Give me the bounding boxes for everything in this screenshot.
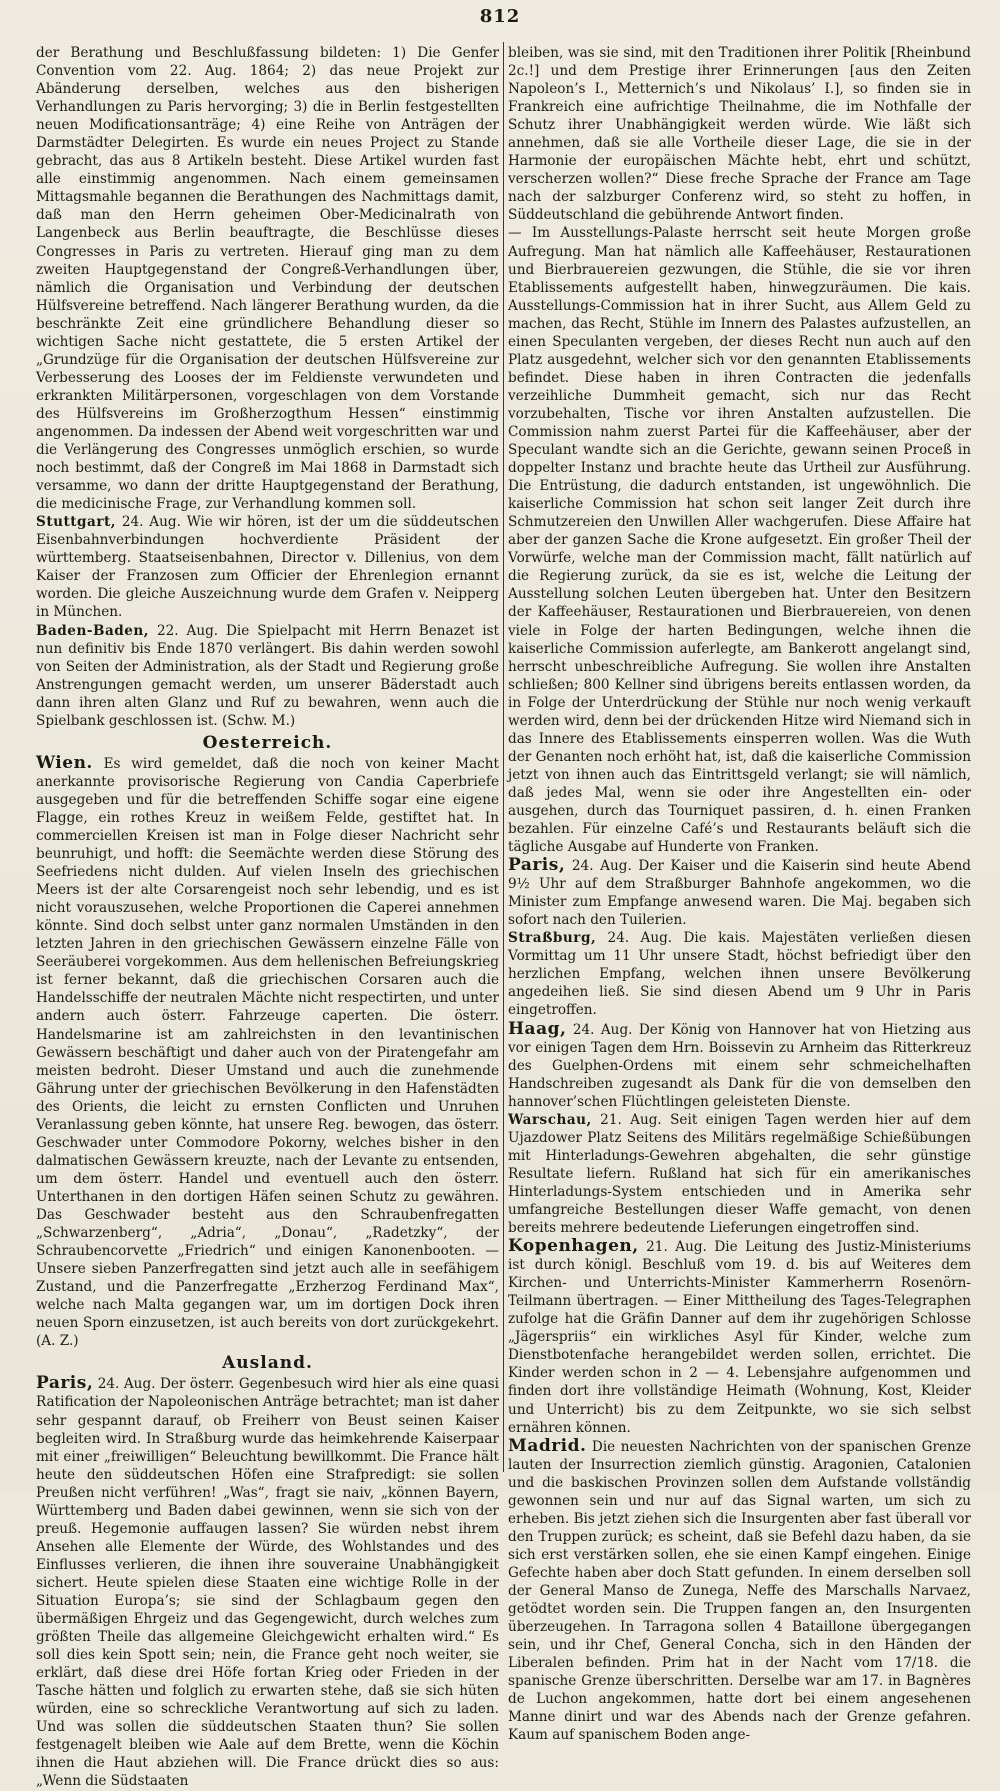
news-item: [508, 1237, 971, 1437]
article-text: 24. Aug. Der österr. Gegenbesuch wird hier als eine quasi Ratification der Napoleonischen Anträge betrachtet; man ist daher sehr gespannt darauf, ob Freiherr von Beust seinen Kaiser begleiten wird. In Straßburg wurde das heimkehrende Kaiserpaar mit einer „freiwilligen“ Beleuchtung bewillkommt. Die France hält heute den süddeutschen Höfen eine Strafpredigt: sie sollen Preußen nicht verführen! „Was“, fragt sie naiv, „können Bayern, Württemberg und Baden dabei gewinnen, wenn sie sich von der preuß. Hegemonie auffaugen lassen? Sie würden nebst ihrem Ansehen alle Elemente der Würde, des Wohlstandes und des Einflusses verlieren, die ihnen ihre souveraine Unabhängigkeit sichert. Heute spielen diese Staaten eine wichtige Rolle in der Situation Europa’s; sie sind der Schlagbaum gegen den übermäßigen Ehrgeiz und das Gegengewicht, durch welches zum größten Theile das allgemeine Gleichgewicht erhalten wird.“ Es soll dies kein Spott sein; nein, die France geht noch weiter, sie erklärt, daß diese drei Höfe fortan Krieg oder Frieden in der Tasche hätten und folglich zu erwarten stehe, daß sie sich hüten würden, eine so schreckliche Verantwortung auf sich zu laden. Und was sollen die süddeutschen Staaten thun? Sie sollen festgenagelt bleiben wie Aale auf dem Brette, wenn die Köchin ihnen die Haut abziehen will. Die France drückt dies so aus: „Wenn die Südstaaten: [36, 1376, 499, 1790]
page-number: 812: [479, 6, 521, 27]
news-item: [508, 929, 971, 1019]
article-text: 24. Aug. Die kais. Majestäten verließen diesen Vormittag um 11 Uhr unsere Stadt, höchst befriedigt über den herzlichen Empfang, welchen ihnen unsere Bevölkerung angedeihen ließ. Sie sind diesen Abend um 9 Uhr in Paris eingetroffen.: [508, 930, 971, 1019]
article-text: Es wird gemeldet, daß die noch von keiner Macht anerkannte provisorische Regierung von Candia Caperbriefe ausgegeben und für die betreffenden Schiffe sogar eine eigene Flagge, ein rothes Kreuz in weißem Felde, gestiftet hat. In commerciellen Kreisen ist man in Folge dieser Nachricht sehr beunruhigt, und hofft: die Seemächte werden diese Störung des Seefriedens nicht dulden. Auf vielen Inseln des griechischen Meers ist der alte Corsarengeist noch sehr lebendig, und es ist nicht vorauszusehen, welche Proportionen die Caperei annehmen könnte. Sind doch selbst unter ganz normalen Umständen in den letzten Jahren in den griechischen Gewässern einzelne Fälle von Seeräuberei vorgekommen. Aus dem hellenischen Befreiungskrieg ist ferner bekannt, daß die griechischen Corsaren auch die Handelsschiffe der neutralen Mächte nicht respectirten, und unter andern auch österr. Fahrzeuge caperten. Die österr. Handelsmarine ist am zahlreichsten in den levantinischen Gewässern beschäftigt und daher auch von der Piratengefahr am meisten bedroht. Dieser Umstand und auch die zunehmende Gährung unter der griechischen Bevölkerung in den Hafenstädten des Orients, die leicht zu ernsten Conflicten und Unruhen Veranlassung geben könnte, hat unsere Reg. bewogen, das österr. Geschwader unter Commodore Pokorny, welches bisher in den dalmatischen Gewässern kreuzte, nach der Levante zu entsenden, um dem österr. Handel und eventuell auch den österr. Unterthanen in den dortigen Häfen seinen Schutz zu gewähren. Das Geschwader besteht aus den Schraubenfregatten „Schwarzenberg“, „Adria“, „Donau“, „Radetzky“, der Schraubencorvette „Friedrich“ und einigen Kanonenbooten. — Unsere sieben Panzerfregatten sind jetzt auch alle in seefähigem Zustand, und die Panzerfregatte „Erzherzog Ferdinand Max“, welche nach Malta gegangen war, um im dortigen Dock ihren neuen Sporn einzusetzen, ist auch bereits von dort zurückgekehrt. (A. Z.): [36, 755, 499, 1350]
article-text: 24. Aug. Der König von Hannover hat von Hietzing aus vor einigen Tagen dem Hrn. Boissevin zu Arnheim das Ritterkreuz des Guelphen-Ordens mit einem sehr schmeichelhaften Handschreiben zugesandt als Dank für die von demselben den hannover’schen Flüchtlingen geleisteten Dienste.: [508, 1021, 971, 1110]
news-item: [36, 622, 499, 730]
news-item: [508, 1020, 971, 1111]
dateline: Baden-Baden,: [36, 622, 150, 639]
dateline: Wien.: [36, 752, 93, 773]
dateline: Straßburg,: [508, 930, 597, 947]
dateline: Stuttgart,: [36, 514, 117, 531]
article-text: — Im Ausstellungs-Palaste herrscht seit heute Morgen große Aufregung. Man hat nämlich alle Kaffeehäuser, Restaurationen und Bierbrauereien gezwungen, die Stühle, die sie vor ihren Etablissements aufgestellt haben, hinwegzuräumen. Die kais. Ausstellungs-Commission hat in ihrer Sucht, aus Allem Geld zu machen, das Recht, Stühle im Innern des Palastes aufzustellen, an einen Speculanten vergeben, der dieses Recht nun auch auf den Platz ausgedehnt, welcher sich vor den genannten Etablissements befindet. Diese haben in ihren Contracten die jedenfalls verzeihliche Dummheit gemacht, sich nur das Recht vorzubehalten, Tische vor ihren Anstalten aufzustellen. Die Commission nahm zuerst Partei für die Kaffeehäuser, aber der Speculant wandte sich an die Gerichte, gewann seinen Proceß in doppelter Instanz und brachte heute das Urtheil zur Ausführung. Die Entrüstung, die dadurch entstanden, ist ungewöhnlich. Die kaiserliche Commission hat schon seit langer Zeit durch ihre Schmutzereien den Unwillen Aller wachgerufen. Diese Affaire hat aber der ganzen Sache die Krone aufgesetzt. Ein großer Theil der Vorwürfe, welche man der Commission macht, fällt natürlich auf die Regierung zurück, da sie es ist, welche die Leitung der Ausstellung solchen Leuten übergeben hat. Unter den Besitzern der Kaffeehäuser, Restaurationen und Bierbrauereien, von denen viele in Folge der harten Bedingungen, welche ihnen die kaiserliche Commission auferlegte, am Bankerott angelangt sind, herrscht unbeschreibliche Aufregung. Sie wollen ihre Anstalten schließen; 800 Kellner sind übrigens bereits entlassen worden, da in Folge der Unterdrückung der Stühle nur noch wenig verkauft werden wird, denn bei der drückenden Hitze wird Niemand sich in das Innere des Etablissements einsperren wollen. Was die Wuth der Genanten noch erhöht hat, ist, daß die kaiserliche Commission jetzt von ihnen auch das Eintrittsgeld verlangt; sie will nämlich, daß jedes Mal, wenn sie oder ihre Angestellten ein- oder ausgehen, durch das Tourniquet passiren, d. h. einen Franken bezahlen. Für einzelne Café’s und Restaurants beläuft sich die tägliche Ausgabe auf Hunderte von Franken.: [508, 225, 971, 856]
dateline: Paris,: [36, 1373, 94, 1394]
dateline: Paris,: [508, 855, 566, 876]
news-item: [508, 1111, 971, 1237]
article-text: bleiben, was sie sind, mit den Traditionen ihrer Politik [Rheinbund 2c.!] und dem Prestige ihrer Erinnerungen [aus den Zeiten Napoleon’s I., Metternich’s und Nikolaus’ I.], so finden sie in Frankreich eine aufrichtige Theilnahme, die im Nothfalle der Schutz ihrer Unabhängigkeit werden würde. Wie läßt sich annehmen, daß sie alle Vortheile dieser Lage, die sie in der Harmonie der europäischen Mächte hebt, ehrt und schützt, verscherzen wollen?“ Diese freche Sprache der France am Tage nach der salzburger Conferenz wird, so steht zu hoffen, in Süddeutschland die gebührende Antwort finden.: [508, 45, 971, 224]
article-text: Die neuesten Nachrichten von der spanischen Grenze lauten der Insurrection ziemlich günstig. Aragonien, Catalonien und die baskischen Provinzen sollen dem Aufstande vollständig gewonnen sein und nur auf das Signal warten, um sich zu erheben. Bis jetzt ziehen sich die Insurgenten aber fast überall vor den Truppen zurück; es scheint, daß sie Befehl dazu haben, da sie sich erst verstärken sollen, ehe sie einen Kampf eingehen. Einige Gefechte haben aber doch Statt gefunden. In einem derselben soll der General Manso de Zunega, Neffe des Marschalls Narvaez, getödtet worden sein. Die Truppen fangen an, den Insurgenten überzeugehen. In Tarragona sollen 4 Bataillone übergegangen sein, und ihr Chef, General Concha, sich in den Händen der Liberalen befinden. Prim hat in der Nacht vom 17/18. die spanische Grenze überschritten. Derselbe war am 17. in Bagnères de Luchon angekommen, hatte dort bei einem angesehenen Manne dinirt und war des Abends nach der Grenze gefahren. Kaum auf spanischem Boden ange-: [508, 1438, 971, 1744]
right-column: [508, 44, 971, 1744]
article-paragraph: [36, 44, 499, 513]
article-text: 24. Aug. Wie wir hören, ist der um die süddeutschen Eisenbahnverbindungen hochverdiente Präsident der württemberg. Staatseisenbahnen, Director v. Dillenius, von dem Kaiser der Franzosen zum Officier der Ehrenlegion ernannt worden. Die gleiche Auszeichnung wurde dem Grafen v. Neipperg in München.: [36, 514, 499, 621]
dateline: Madrid.: [508, 1435, 587, 1456]
column-rule: [503, 42, 504, 1472]
section-heading: Oesterreich.: [202, 732, 333, 753]
news-item: [508, 1437, 971, 1745]
article-text: 24. Aug. Der Kaiser und die Kaiserin sind heute Abend 9½ Uhr auf dem Straßburger Bahnhofe angekommen, wo die Minister zum Empfange anwesend waren. Die Maj. begaben sich sofort nach den Tuilerien.: [508, 858, 971, 929]
article-text: der Berathung und Beschlußfassung bildeten: 1) Die Genfer Convention vom 22. Aug. 1864; 2) das neue Projekt zur Abänderung derselben, welches aus den bisherigen Verhandlungen zu Paris hervorging; 3) die in Berlin festgestellten neuen Modificationsanträge; 4) eine Reihe von Anträgen der Darmstädter Delegirten. Es wurde ein neues Project zu Stande gebracht, das aus 8 Artikeln besteht. Diese Artikel wurden fast alle einstimmig angenommen. Nach einem gemeinsamen Mittagsmahle begannen die Berathungen des Nachmittags damit, daß man den Herrn geheimen Ober-Medicinalrath von Langenbeck aus Berlin beauftragte, die Beschlüsse dieses Congresses in Paris zu vertreten. Hierauf ging man zu dem zweiten Hauptgegenstand der Congreß-Verhandlungen über, nämlich die Organisation und Verbindung der deutschen Hülfsvereine betreffend. Nach längerer Berathung wurden, da die beschränkte Zeit eine gründlichere Behandlung dieser so wichtigen Sache nicht gestattete, die 5 ersten Artikel der „Grundzüge für die Organisation der deutschen Hülfsvereine zur Verbesserung des Looses der im Feldienste verwundeten und erkrankten Militärpersonen, vorgeschlagen von dem Vorstande des Hülfsvereins im Großherzogthum Hessen“ einstimmig angenommen. Da indessen der Abend weit vorgeschritten war und die Verlängerung des Congresses unmöglich erschien, so wurde noch bestimmt, daß der Congreß im Mai 1868 in Darmstadt sich versamme, wo dann der dritte Hauptgegenstand der Berathung, die medicinische Frage, zur Verhandlung kommen soll.: [36, 45, 499, 513]
dateline: Haag,: [508, 1018, 567, 1039]
dateline: Warschau,: [508, 1111, 592, 1128]
article-text: 21. Aug. Seit einigen Tagen werden hier auf dem Ujazdower Platz Seitens des Militärs regelmäßige Schießübungen mit Hinterladungs-Gewehren abgehalten, die sehr günstige Resultate liefern. Rußland hat sich für ein amerikanisches Hinterladungs-System entschieden und in Amerika sehr umfangreiche Bestellungen dieser Waffe gemacht, von denen bereits mehrere bedeutende Lieferungen eingetroffen sind.: [508, 1111, 971, 1237]
left-column: [36, 44, 499, 1790]
article-paragraph: [508, 224, 971, 856]
section-heading: Ausland.: [222, 1353, 313, 1374]
dateline: Kopenhagen,: [508, 1236, 639, 1257]
news-item: [36, 513, 499, 621]
news-item: [36, 1374, 499, 1790]
article-text: 21. Aug. Die Leitung des Justiz-Ministeriums ist durch königl. Beschluß vom 19. d. bis auf Weiteres dem Kirchen- und Unterrichts-Minister Kammerherrn Rosenörn-Teilmann übertragen. — Einer Mittheilung des Tages-Telegraphen zufolge hat die Gräfin Danner auf dem ihr zugehörigen Schlosse „Jägerspriis“ ein wirkliches Asyl für Kinder, welche zum Dienstbotenfache herangebildet werden sollen, errichtet. Die Kinder werden schon in 2 — 4. Lebensjahre aufgenommen und finden dort ihre vollständige Heimath (Wohnung, Kost, Kleider und Unterricht) bis zu dem Zeitpunkte, wo sie sich selbst ernähren können.: [508, 1239, 971, 1436]
article-paragraph: [508, 44, 971, 224]
news-item: [508, 856, 971, 929]
news-item: [36, 754, 499, 1351]
article-text: 22. Aug. Die Spielpacht mit Herrn Benazet ist nun definitiv bis Ende 1870 verlängert. Bis dahin werden sowohl von Seiten der Administration, als der Stadt und Regierung große Anstrengungen gemacht werden, um unserer Bäderstadt auch dann ihren alten Glanz und Ruf zu bewahren, wenn auch die Spielbank geschlossen ist. (Schw. M.): [36, 622, 499, 729]
